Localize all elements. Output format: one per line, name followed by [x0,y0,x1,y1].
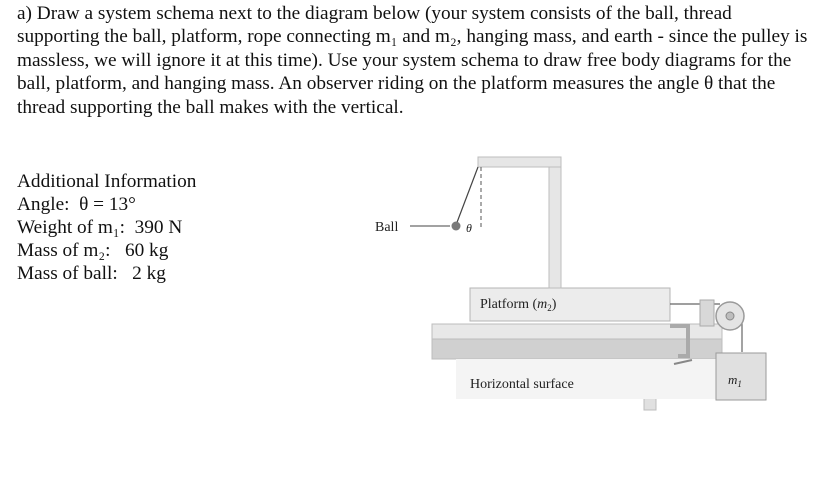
theta-label: θ [466,221,472,235]
additional-information [17,170,196,285]
info-mass-ball: Mass of ball: 2 kg [17,263,166,284]
thread [456,167,478,225]
pulley-bracket [700,300,714,326]
info-weight-m1: Weight of m₁: 390 N [17,217,183,238]
info-heading: Additional Information [17,171,197,192]
hanging-mass [716,353,766,400]
ball [452,222,461,231]
pulley-axle [726,312,734,320]
platform-label: Platform $(m_2)$ [480,297,557,313]
info-angle: Angle: θ = 13° [17,194,136,215]
mass-label: $m_1$ [728,372,742,389]
physics-diagram [370,150,790,420]
surface-label: Horizontal surface [470,377,574,392]
ball-label: Ball [375,220,399,235]
question-text: a) Draw a system schema next to the diagram below (your system consists of the ball, thread supporting the ball, platform, rope connecting m₁ and m₂, hanging mass, and earth - since the pulley is massless, we will ignore it at this time). Use your system schema to draw free body diagrams for the ball, platform, and hanging mass. An observer riding on the platform measures the angle θ that the thread supporting the ball makes with the vertical. [17,3,808,118]
platform-mast [549,158,561,288]
mast-arm [478,157,561,167]
info-mass-m2: Mass of m₂: 60 kg [17,240,169,261]
